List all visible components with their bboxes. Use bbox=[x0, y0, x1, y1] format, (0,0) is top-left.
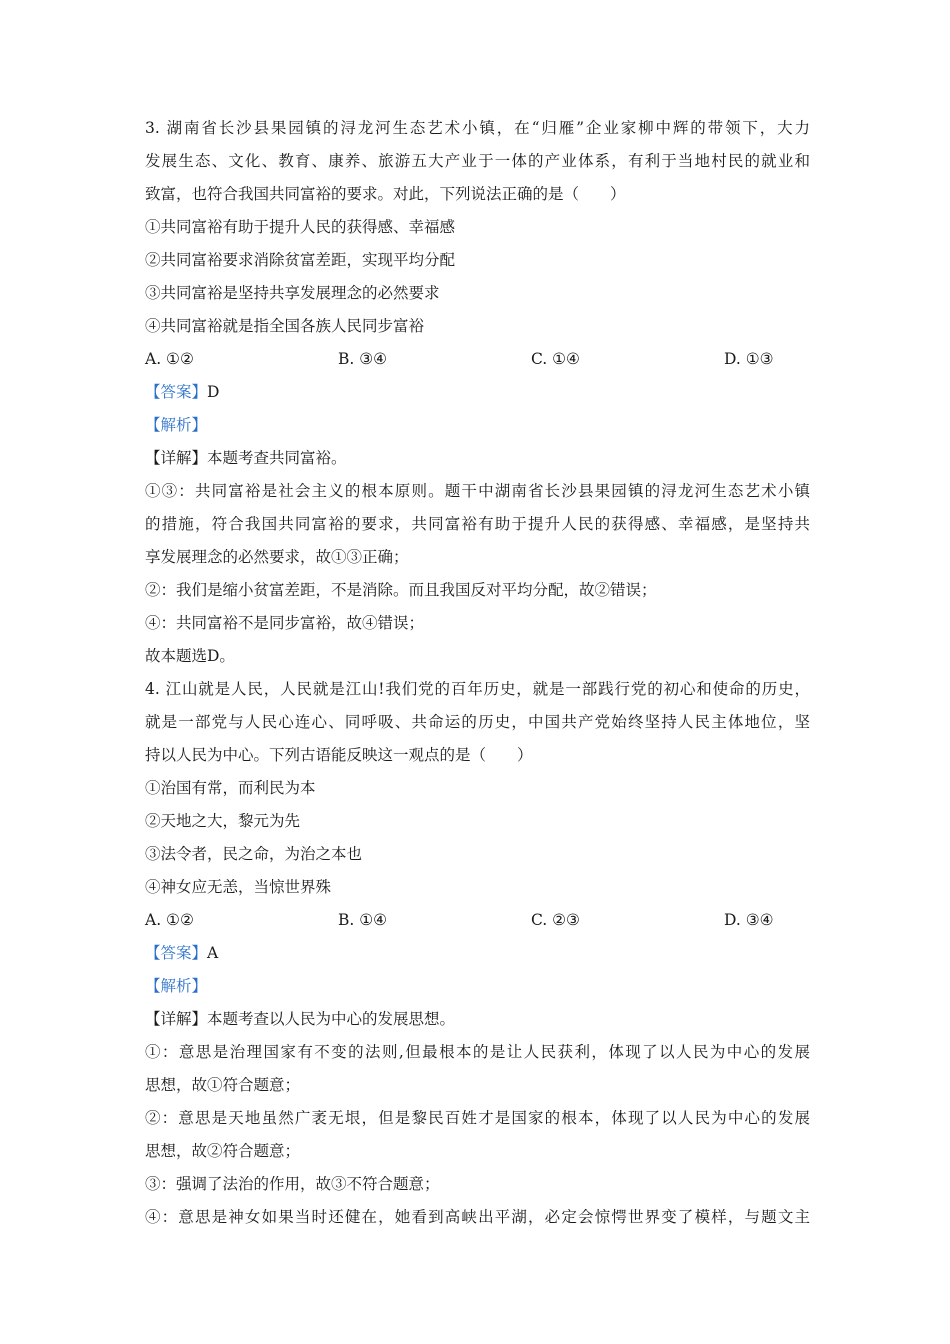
q3-explanation-line-1: ①③：共同富裕是社会主义的根本原则。题干中湖南省长沙县果园镇的浔龙河生态艺术小镇 bbox=[145, 482, 810, 500]
q3-explanation-line-2: 的措施，符合我国共同富裕的要求，共同富裕有助于提升人民的获得感、幸福感，是坚持共 bbox=[145, 515, 810, 533]
q3-option-a: A. ①② bbox=[145, 350, 194, 368]
q4-stem-line-1: 4. 江山就是人民，人民就是江山!我们党的百年历史，就是一部践行党的初心和使命的历史， bbox=[145, 680, 810, 698]
q3-explanation-line-6: 故本题选D。 bbox=[145, 647, 235, 665]
q3-options bbox=[145, 343, 810, 376]
q4-detail-label: 【详解】 bbox=[145, 1010, 208, 1028]
q3-statement-4: ④共同富裕就是指全国各族人民同步富裕 bbox=[145, 317, 425, 335]
q3-statement-3: ③共同富裕是坚持共享发展理念的必然要求 bbox=[145, 284, 440, 302]
q4-stem-line-3: 持以人民为中心。下列古语能反映这一观点的是（ ） bbox=[145, 746, 533, 764]
q4-option-b: B. ①④ bbox=[338, 911, 388, 929]
q4-statement-2: ②天地之大，黎元为先 bbox=[145, 812, 301, 830]
question-4 bbox=[145, 673, 810, 1234]
q3-explanation-line-5: ④：共同富裕不是同步富裕，故④错误； bbox=[145, 614, 425, 632]
q3-detail-label: 【详解】 bbox=[145, 449, 208, 467]
q4-option-d: D. ③④ bbox=[724, 911, 774, 929]
document-content bbox=[145, 112, 810, 1234]
q3-analysis-label: 【解析】 bbox=[145, 416, 208, 434]
q4-explanation-line-4: 思想，故②符合题意； bbox=[145, 1142, 301, 1160]
q4-analysis-label: 【解析】 bbox=[145, 977, 208, 995]
q3-answer-value: D bbox=[207, 383, 220, 401]
q3-stem-line-3: 致富，也符合我国共同富裕的要求。对此，下列说法正确的是（ ） bbox=[145, 185, 626, 203]
q3-option-d: D. ①③ bbox=[724, 350, 774, 368]
q4-answer bbox=[145, 937, 810, 970]
q4-options bbox=[145, 904, 810, 937]
q4-explanation-line-2: 思想，故①符合题意； bbox=[145, 1076, 301, 1094]
q3-answer-label: 【答案】 bbox=[145, 383, 208, 401]
q3-option-b: B. ③④ bbox=[338, 350, 388, 368]
q4-explanation-line-3: ②：意思是天地虽然广袤无垠，但是黎民百姓才是国家的根本，体现了以人民为中心的发展 bbox=[145, 1109, 810, 1127]
q3-stem-line-2: 发展生态、文化、教育、康养、旅游五大产业于一体的产业体系，有利于当地村民的就业和 bbox=[145, 152, 810, 170]
q3-explanation-line-3: 享发展理念的必然要求，故①③正确； bbox=[145, 548, 409, 566]
q3-stem-line-1: 3. 湖南省长沙县果园镇的浔龙河生态艺术小镇，在“归雁”企业家柳中辉的带领下，大力 bbox=[145, 119, 810, 137]
q4-explanation-line-1: ①：意思是治理国家有不变的法则,但最根本的是让人民获利，体现了以人民为中心的发展 bbox=[145, 1043, 810, 1061]
q4-answer-value: A bbox=[207, 944, 219, 962]
q4-answer-label: 【答案】 bbox=[145, 944, 208, 962]
q4-option-c: C. ②③ bbox=[531, 911, 580, 929]
q4-detail-intro: 本题考查以人民为中心的发展思想。 bbox=[207, 1010, 456, 1028]
q4-detail bbox=[145, 1003, 810, 1036]
q3-statement-2: ②共同富裕要求消除贫富差距，实现平均分配 bbox=[145, 251, 456, 269]
q3-statement-1: ①共同富裕有助于提升人民的获得感、幸福感 bbox=[145, 218, 456, 236]
q3-detail bbox=[145, 442, 810, 475]
q4-statement-3: ③法令者，民之命，为治之本也 bbox=[145, 845, 363, 863]
q3-option-c: C. ①④ bbox=[531, 350, 580, 368]
q4-statement-1: ①治国有常，而利民为本 bbox=[145, 779, 316, 797]
q3-answer bbox=[145, 376, 810, 409]
q4-explanation-line-5: ③：强调了法治的作用，故③不符合题意； bbox=[145, 1175, 440, 1193]
q4-stem-line-2: 就是一部党与人民心连心、同呼吸、共命运的历史，中国共产党始终坚持人民主体地位，坚 bbox=[145, 713, 810, 731]
q4-statement-4: ④神女应无恙，当惊世界殊 bbox=[145, 878, 332, 896]
q3-explanation-line-4: ②：我们是缩小贫富差距，不是消除。而且我国反对平均分配，故②错误； bbox=[145, 581, 657, 599]
q4-option-a: A. ①② bbox=[145, 911, 194, 929]
question-3 bbox=[145, 112, 810, 673]
q4-explanation-line-6: ④：意思是神女如果当时还健在，她看到高峡出平湖，必定会惊愕世界变了模样，与题文主 bbox=[145, 1208, 810, 1226]
q3-detail-intro: 本题考查共同富裕。 bbox=[207, 449, 347, 467]
